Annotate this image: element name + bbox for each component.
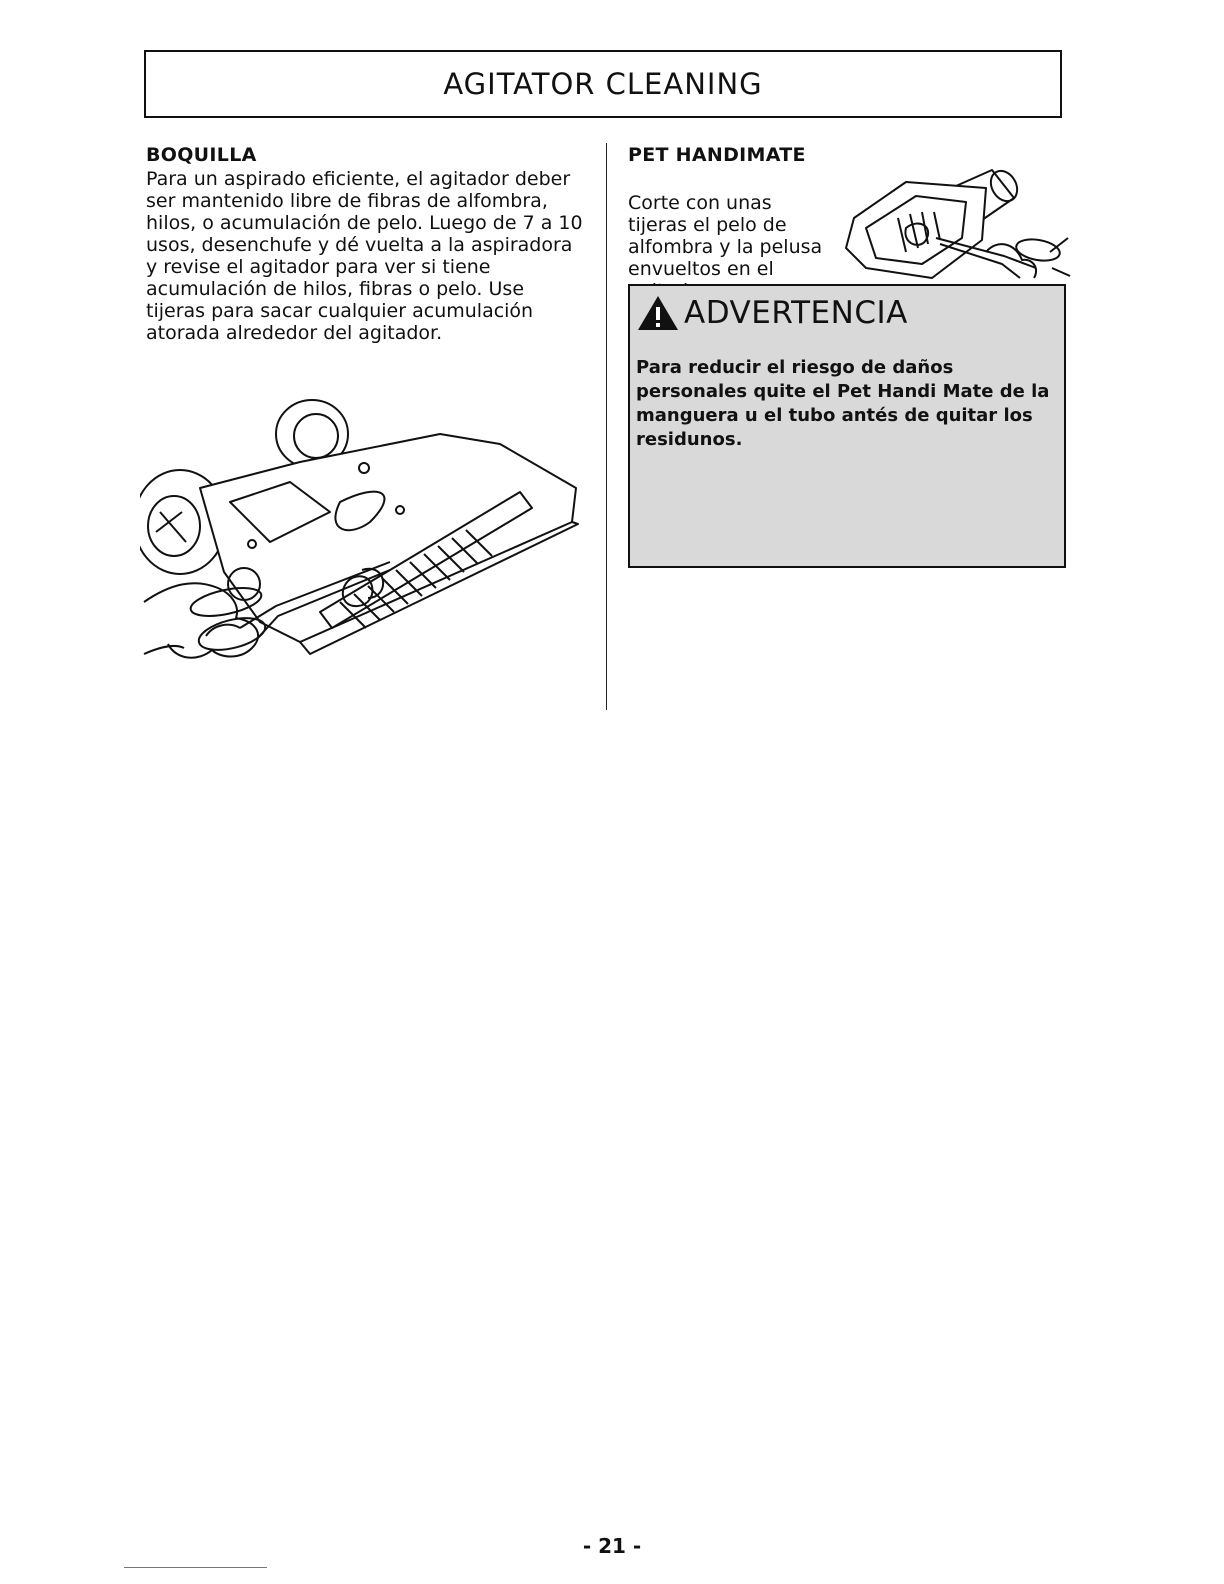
warning-box <box>628 284 1066 568</box>
warning-triangle-icon <box>636 294 680 332</box>
pet-handimate-cleaning-illustration <box>836 168 1072 282</box>
pet-handimate-section <box>628 144 1068 280</box>
pet-handimate-title: PET HANDIMATE <box>628 144 806 166</box>
page-number: - 21 - <box>582 1534 642 1558</box>
page-header <box>144 50 1062 118</box>
page-title: AGITATOR CLEANING <box>443 67 763 101</box>
boquilla-text: Para un aspirado eficiente, el agitador deber ser mantenido libre de fibras de alfombra, hilos, o acumulación de pelo. Luego de 7 a 10 usos, desenchufe y dé vuelta a la aspiradora y revise el agitador para ver si tiene acumulación de hilos, fibras o pelo. Use tijeras para sacar cualquier acumulación atorada alrededor del agitador. <box>146 168 583 344</box>
pet-handimate-text: Corte con unas tijeras el pelo de alfombra y la pelusa envueltos en el <box>628 192 823 280</box>
column-divider <box>606 143 607 710</box>
boquilla-section <box>146 144 586 344</box>
footer-link-underline <box>124 1567 267 1568</box>
nozzle-agitator-cleaning-illustration <box>140 392 580 692</box>
warning-header <box>636 294 908 332</box>
boquilla-title: BOQUILLA <box>146 144 257 166</box>
warning-title: ADVERTENCIA <box>684 295 908 331</box>
warning-text: Para reducir el riesgo de daños personales quite el Pet Handi Mate de la manguera u el tubo antés de quitar los residunos. <box>636 357 1050 450</box>
